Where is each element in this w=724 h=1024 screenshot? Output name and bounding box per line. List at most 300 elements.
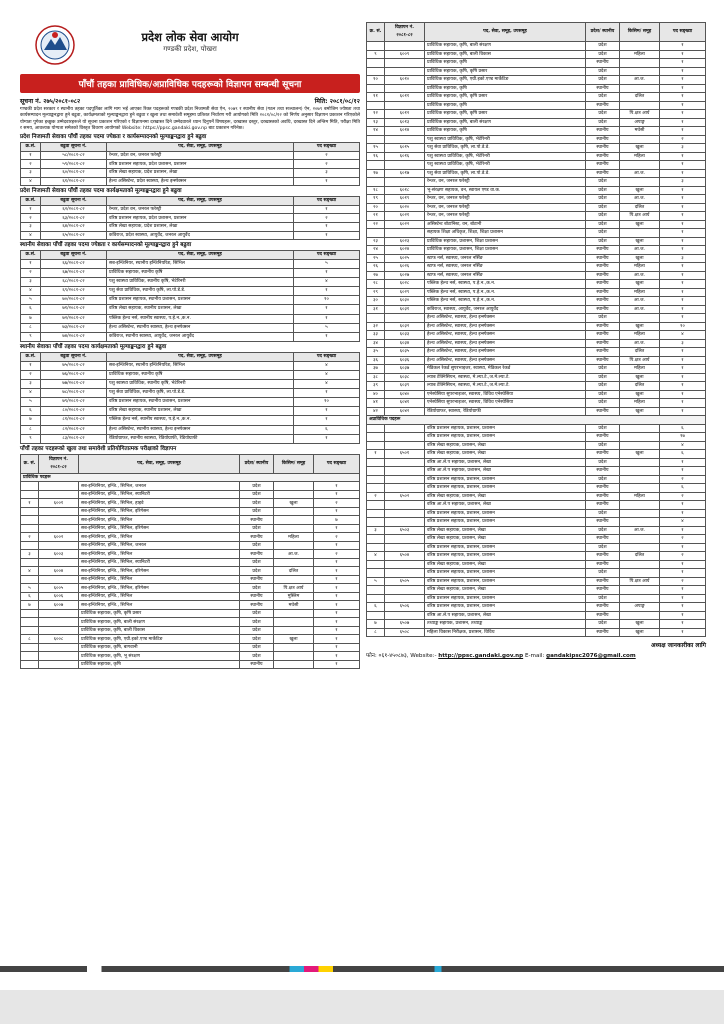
table-row xyxy=(21,550,360,559)
table-row xyxy=(21,618,360,627)
table-row xyxy=(367,594,706,603)
table-cell: पि.क्षत्र आर्य xyxy=(620,212,660,221)
table-cell xyxy=(39,524,79,533)
table-cell: खुला xyxy=(620,237,660,246)
table-cell: प्रदेश xyxy=(586,382,620,391)
table-cell xyxy=(39,482,79,491)
table-cell: २८ xyxy=(367,280,385,289)
table-row xyxy=(367,611,706,620)
table-cell: ७६/२०८१-८२ xyxy=(41,370,107,379)
table-cell: सब-इन्जिनियर, इन्जि., सिभिल, इरिगेसन xyxy=(79,584,240,593)
table-row xyxy=(367,229,706,238)
table-cell: १ xyxy=(660,314,706,323)
table-row xyxy=(367,144,706,153)
table-cell: १ xyxy=(314,575,360,584)
table-row xyxy=(21,151,360,160)
table-cell: १ xyxy=(660,93,706,102)
table-cell xyxy=(274,618,314,627)
table-cell: आ.ज. xyxy=(620,76,660,85)
table-row xyxy=(21,490,360,499)
table-cell: १ xyxy=(660,110,706,119)
table-cell: प्राविधिक सहायक, कृषि, बाली संरक्षण xyxy=(425,118,586,127)
table-cell: रेन्जर, प्रदेश वन, जनरल फरेस्ट्री xyxy=(107,205,294,214)
table-cell: १ xyxy=(660,501,706,510)
table-row xyxy=(21,370,360,379)
table-cell: स्थानीय xyxy=(586,467,620,476)
table-row xyxy=(367,67,706,76)
notice-sheet xyxy=(20,22,706,957)
table-cell: एनेस्थेसिया सुपरभाइजर, स्वास्थ्य, विविध एनेस्थेसिया xyxy=(425,390,586,399)
table-cell: ६०/२०८१-८२ xyxy=(41,168,107,177)
table-4 xyxy=(20,352,360,444)
table-cell: स्थानीय xyxy=(586,535,620,544)
table-row xyxy=(367,331,706,340)
table-cell: प्रदेश xyxy=(586,212,620,221)
table-cell: ६०३८ xyxy=(385,373,425,382)
table-cell: २ xyxy=(21,160,41,169)
table-cell: १ xyxy=(21,205,41,214)
table-cell: असिस्टेन्ट बोटानिस्ट, वन, बोटानी xyxy=(425,220,586,229)
table-cell xyxy=(385,543,425,552)
table-row xyxy=(21,499,360,508)
table-cell xyxy=(21,609,39,618)
table-cell: ३ xyxy=(367,526,385,535)
table-1 xyxy=(20,142,360,186)
table-row xyxy=(367,441,706,450)
table-cell: स्थानीय xyxy=(586,628,620,637)
table-row xyxy=(21,567,360,576)
table-cell: खुला xyxy=(620,620,660,629)
table-row xyxy=(367,135,706,144)
table-row xyxy=(367,101,706,110)
table-cell: आ.ज. xyxy=(620,297,660,306)
table-cell xyxy=(39,490,79,499)
table-cell: पशु सेवा प्राविधिक, स्थानीय कृषि, ला.पो.डे.डे. xyxy=(107,389,294,398)
table-2 xyxy=(20,196,360,240)
table-cell: ६०२८ xyxy=(385,280,425,289)
table-cell: वरिष्ठ प्रशासन सहायक, प्रशासन, प्रशासन xyxy=(425,509,586,518)
table-cell: २ xyxy=(660,475,706,484)
table-cell: प्रदेश xyxy=(586,399,620,408)
table-cell: १ xyxy=(660,152,706,161)
table-row xyxy=(21,601,360,610)
table-cell: ६३/२०८१-८२ xyxy=(41,214,107,223)
table-cell: ६००२ xyxy=(39,533,79,542)
table-row xyxy=(367,603,706,612)
table-cell xyxy=(385,229,425,238)
table-cell xyxy=(620,441,660,450)
table-cell: ६०३३ xyxy=(385,331,425,340)
table-cell: २९ xyxy=(367,288,385,297)
table-cell: सब-इन्जिनियर, स्थानीय इन्जिनियरिङ, सिभिल xyxy=(107,361,294,370)
table-cell xyxy=(385,569,425,578)
table-cell: ६ xyxy=(294,425,360,434)
table-cell: १ xyxy=(294,434,360,443)
table-row xyxy=(367,178,706,187)
table-cell: ३५ xyxy=(367,348,385,357)
table-row xyxy=(367,186,706,195)
table-cell: ७४/२०८१-८२ xyxy=(41,332,107,341)
table-cell: महिला xyxy=(620,288,660,297)
table-cell: १४ xyxy=(367,127,385,136)
table-cell: १ xyxy=(660,203,706,212)
table-cell: प्राविधिक सहायक, कृषि, कृषि प्रसार xyxy=(79,609,240,618)
table-cell xyxy=(620,229,660,238)
table-cell: कविराज, प्रदेश स्वास्थ्य, आयुर्वेद, जनरल आयुर्वेद xyxy=(107,231,294,240)
table-cell: १ xyxy=(314,558,360,567)
table-cell: ४ xyxy=(660,518,706,527)
table-row xyxy=(367,467,706,476)
table-cell: प्रदेश xyxy=(240,524,274,533)
table-cell: १ xyxy=(660,42,706,51)
subhead-label: प्राविधिक पदहरू xyxy=(21,473,360,482)
table-cell: १ xyxy=(660,390,706,399)
table-cell: ६०२७ xyxy=(385,271,425,280)
table-cell xyxy=(274,541,314,550)
table-cell: १० xyxy=(367,76,385,85)
table-cell: प्रदेश xyxy=(586,594,620,603)
table-cell: प्रदेश xyxy=(240,652,274,661)
column-header: बढुवा सूचना नं. xyxy=(41,143,107,152)
table-cell: प्रदेश xyxy=(586,526,620,535)
table-cell: भू-संरक्षण सहायक, वन, स्वायल एण्ड वा.क. xyxy=(425,186,586,195)
table-cell: १ xyxy=(660,186,706,195)
table-cell: प्राविधिक सहायक, प्रशासन, शिक्षा प्रशासन xyxy=(425,246,586,255)
table-cell: प्राविधिक सहायक, कृषि xyxy=(425,84,586,93)
column-header: पद, सेवा, समूह, उपसमूह xyxy=(79,454,240,473)
table-row xyxy=(367,84,706,93)
table-cell xyxy=(620,611,660,620)
table-cell xyxy=(620,535,660,544)
table-row xyxy=(21,168,360,177)
table-cell: स्थानीय xyxy=(586,144,620,153)
table-row xyxy=(367,339,706,348)
table-cell: वरिष्ठ प्रशासन सहायक, प्रशासन, प्रशासन xyxy=(425,433,586,442)
table-cell: रेन्जर, वन, जनरल फरेस्ट्री xyxy=(425,212,586,221)
table-cell: वरिष्ठ प्रशासन सहायक, प्रशासन, प्रशासन xyxy=(425,577,586,586)
table-cell: २ xyxy=(294,160,360,169)
table-cell: १ xyxy=(660,246,706,255)
table-cell: ७०/२०८१-८२ xyxy=(41,296,107,305)
table-cell: प्रदेश xyxy=(586,441,620,450)
table-cell: प्रदेश xyxy=(586,390,620,399)
table-cell xyxy=(39,652,79,661)
table-row xyxy=(367,356,706,365)
column-header: पद, सेवा, समूह, उपसमूह xyxy=(107,352,294,361)
table-cell: मुस्लिम xyxy=(274,592,314,601)
table-cell: वरिष्ठ प्रशासन सहायक, प्रदेश प्रशासन, प्रशासन xyxy=(107,214,294,223)
table-cell: १ xyxy=(660,526,706,535)
table-cell: १ xyxy=(660,220,706,229)
table-row xyxy=(367,628,706,637)
table-row xyxy=(21,482,360,491)
table-cell: १ xyxy=(314,643,360,652)
table-cell: ८ xyxy=(21,635,39,644)
table-cell: ६ xyxy=(21,305,41,314)
table-cell: अपाङ्ग xyxy=(620,603,660,612)
table-cell: वरिष्ठ लेखा सहायक, प्रशासन, लेखा xyxy=(425,535,586,544)
table-cell: ६०२० xyxy=(385,203,425,212)
table-cell: प्रदेश xyxy=(240,541,274,550)
table-cell: २१ xyxy=(367,212,385,221)
table-cell: वरिष्ठ प्रशासन सहायक, प्रशासन, प्रशासन xyxy=(425,518,586,527)
table-cell: ७५/२०८१-८२ xyxy=(41,361,107,370)
table-cell: १ xyxy=(294,287,360,296)
table-cell: १ xyxy=(660,195,706,204)
table-cell: ६५०५ xyxy=(385,577,425,586)
table-cell: ६०१८ xyxy=(385,186,425,195)
table-cell: खुला xyxy=(620,390,660,399)
column-header: पद, सेवा, समूह, उपसमूह xyxy=(425,23,586,42)
table-cell: १० xyxy=(294,398,360,407)
table-cell: वरिष्ठ लेखा सहायक, प्रशासन, लेखा xyxy=(425,560,586,569)
table-cell: रेडियोग्राफर, स्वास्थ्य, रेडियोग्राफी xyxy=(425,407,586,416)
table-row xyxy=(367,76,706,85)
table-row xyxy=(367,271,706,280)
table-cell xyxy=(367,518,385,527)
table-cell xyxy=(620,178,660,187)
table-cell: १ xyxy=(660,297,706,306)
table-cell: पशु स्वास्थ्य प्राविधिक, स्थानीय कृषि, भेटेरिनरी xyxy=(107,379,294,388)
table-row xyxy=(21,278,360,287)
table-cell: वरिष्ठ प्रशासन सहायक, प्रशासन, प्रशासन xyxy=(425,594,586,603)
table-row xyxy=(21,314,360,323)
table-cell xyxy=(385,467,425,476)
table-cell: ७ xyxy=(314,516,360,525)
table-cell: प्राविधिक सहायक, कृषि, कृषि प्रसार xyxy=(425,67,586,76)
table-cell xyxy=(385,59,425,68)
table-cell: २ xyxy=(21,370,41,379)
table-cell: प्रदेश xyxy=(240,499,274,508)
table-cell: ९ xyxy=(367,50,385,59)
table-cell: खुला xyxy=(620,407,660,416)
table-cell: १ xyxy=(660,348,706,357)
table-row xyxy=(21,524,360,533)
table-cell xyxy=(274,652,314,661)
website-link[interactable]: http://ppsc.gandaki.gov.np xyxy=(438,653,524,659)
table-cell: ६०१० xyxy=(385,76,425,85)
table-cell: १ xyxy=(294,314,360,323)
table-row xyxy=(367,297,706,306)
table-cell: ६०१३ xyxy=(385,118,425,127)
table-row xyxy=(21,643,360,652)
table-cell: ७२/२०८१-८२ xyxy=(41,314,107,323)
table-cell xyxy=(385,101,425,110)
table-cell: १ xyxy=(660,50,706,59)
table-cell: प्रदेश xyxy=(586,509,620,518)
table-cell: ७ xyxy=(21,416,41,425)
table-cell: ५९/२०८१-८२ xyxy=(41,160,107,169)
table-cell: १ xyxy=(294,268,360,277)
table-cell: आ.ज. xyxy=(620,339,660,348)
table-row xyxy=(367,110,706,119)
table-cell: ८२/२०८१-८२ xyxy=(41,425,107,434)
table-cell: वरिष्ठ लेखा सहायक, प्रशासन, लेखा xyxy=(425,450,586,459)
table-cell: प्रदेश xyxy=(240,618,274,627)
table-cell: १ xyxy=(660,161,706,170)
commission-title: प्रदेश लोक सेवा आयोग xyxy=(141,30,239,44)
table-cell: प्रदेश xyxy=(586,229,620,238)
table-cell: ६५०८ xyxy=(385,628,425,637)
table-row xyxy=(21,323,360,332)
table-cell: ४ xyxy=(21,177,41,186)
table-cell: ४१ xyxy=(367,399,385,408)
table-cell: स्थानीय xyxy=(586,152,620,161)
table-cell: मेडिकल रेकर्ड सुपरभाइजर, स्वास्थ्य, मेडिकल रेकर्ड xyxy=(425,365,586,374)
table-cell: प्रदेश xyxy=(586,195,620,204)
table-cell: ४ xyxy=(660,331,706,340)
table-cell: ६००४ xyxy=(39,567,79,576)
table-cell: स्थानीय xyxy=(586,305,620,314)
table-cell xyxy=(367,543,385,552)
table-cell: प्रदेश xyxy=(586,569,620,578)
table-cell: १ xyxy=(660,59,706,68)
table-cell: ६०१९ xyxy=(385,195,425,204)
table-row xyxy=(21,222,360,231)
table-cell xyxy=(367,484,385,493)
table-cell xyxy=(385,560,425,569)
table-cell: वरिष्ठ लेखा सहायक, प्रदेश प्रशासन, लेखा xyxy=(107,168,294,177)
table-cell: ५ xyxy=(294,323,360,332)
column-header: क्र.सं. xyxy=(21,352,41,361)
table-row xyxy=(367,577,706,586)
table-cell: प्राविधिक सहायक, कृषि, बागवानी xyxy=(79,643,240,652)
table-cell: सब-इन्जिनियर, इन्जि., सिभिल, हाइवे xyxy=(79,499,240,508)
table-cell: वरिष्ठ प्रशासन सहायक, स्थानीय प्रशासन, प्रशासन xyxy=(107,398,294,407)
table-cell: ६८/२०८१-८२ xyxy=(41,278,107,287)
table-cell: ६०४२ xyxy=(385,407,425,416)
table-row xyxy=(367,424,706,433)
table-cell: पशु स्वास्थ्य प्राविधिक, कृषि, भेटेरिनरी xyxy=(425,161,586,170)
table-cell: प्रदेश xyxy=(586,93,620,102)
table-cell: सब-इन्जिनियर, इन्जि., सिभिल, स्यानिटरी xyxy=(79,490,240,499)
column-header: पद सङ्ख्या xyxy=(294,197,360,206)
table-cell: प्रदेश xyxy=(586,237,620,246)
table-cell xyxy=(367,67,385,76)
table-cell: हेल्थ असिस्टेन्ट, प्रदेश स्वास्थ्य, हेल्थ इन्स्पेक्सन xyxy=(107,177,294,186)
table-row xyxy=(367,560,706,569)
table-cell: ६००१ xyxy=(39,499,79,508)
table-cell: १ xyxy=(660,263,706,272)
email-link[interactable]: gandakipsc2076@gmail.com xyxy=(546,653,636,659)
table-cell xyxy=(274,660,314,669)
table-cell: १ xyxy=(660,67,706,76)
table-cell: १७ xyxy=(367,169,385,178)
table-cell xyxy=(367,501,385,510)
table-cell: रेडियोग्राफर, स्थानीय स्वास्थ्य, रेडियोग्राफी, रेडियोग्राफी xyxy=(107,434,294,443)
table-cell: वरिष्ठ प्रशासन सहायक, प्रशासन, प्रशासन xyxy=(425,569,586,578)
table-cell: १ xyxy=(660,101,706,110)
table-cell: ६०३४ xyxy=(385,339,425,348)
table-cell: ६७/२०८१-८२ xyxy=(41,268,107,277)
table-cell: प्रदेश xyxy=(586,203,620,212)
table-cell: १ xyxy=(660,76,706,85)
table-row xyxy=(367,305,706,314)
table-cell xyxy=(385,135,425,144)
table-cell: वरिष्ठ लेखा सहायक, प्रशासन, लेखा xyxy=(425,526,586,535)
table-cell: स्थानीय xyxy=(586,450,620,459)
notice-banner: पाँचौं तहका प्राविधिक/अप्राविधिक पदहरूको विज्ञापन सम्बन्धी सूचना xyxy=(20,74,360,93)
table-cell: १९ xyxy=(367,195,385,204)
table-cell xyxy=(385,314,425,323)
table-cell: ४ xyxy=(21,231,41,240)
table-cell: स्थानीय xyxy=(586,501,620,510)
table-row xyxy=(21,389,360,398)
column-header: क्र.सं. xyxy=(21,251,41,260)
table-cell: आ.ज. xyxy=(620,305,660,314)
table-cell: ४ xyxy=(21,567,39,576)
table-cell xyxy=(367,458,385,467)
table-cell: दलित xyxy=(620,382,660,391)
table-cell: प्रदेश xyxy=(240,490,274,499)
table-cell xyxy=(385,594,425,603)
table-cell: प्रदेश xyxy=(586,220,620,229)
table-cell xyxy=(39,507,79,516)
table-cell: खुला xyxy=(620,322,660,331)
table-cell: स्थानीय xyxy=(586,407,620,416)
table-cell: आ.ज. xyxy=(620,246,660,255)
table-cell: पब्लिक हेल्थ नर्स, स्वास्थ्य, प.हे.न.,क.न. xyxy=(425,288,586,297)
table-cell: स्थानीय xyxy=(586,611,620,620)
table-cell: हेल्थ असिस्टेन्ट, स्वास्थ्य, हेल्थ इन्स्पेक्सन xyxy=(425,339,586,348)
table-cell: वरिष्ठ प्रशासन सहायक, प्रशासन, प्रशासन xyxy=(425,424,586,433)
table-cell: ल्याब टेक्निसियन, स्वास्थ्य, मे.ल्या.टे.,ज.मे.ल्या.टे. xyxy=(425,373,586,382)
table-cell: सब-इन्जिनियर, इन्जि., सिभिल, इरिगेसन xyxy=(79,524,240,533)
table-row xyxy=(367,127,706,136)
table-cell xyxy=(385,67,425,76)
table-cell xyxy=(385,84,425,93)
page-bottom-strip xyxy=(0,990,724,1024)
table-cell: सब-इन्जिनियर, इन्जि., सिभिल xyxy=(79,592,240,601)
table-cell: २ xyxy=(314,499,360,508)
table-cell: ६ xyxy=(660,450,706,459)
table-row xyxy=(367,203,706,212)
table-row xyxy=(367,152,706,161)
table-row xyxy=(21,160,360,169)
table-header-row xyxy=(21,251,360,260)
table-cell: प्राविधिक सहायक, कृषि xyxy=(425,59,586,68)
table-row xyxy=(367,365,706,374)
table-cell: हेल्थ असिस्टेन्ट, स्वास्थ्य, हेल्थ इन्स्पेक्सन xyxy=(425,356,586,365)
table-cell: ६०२५ xyxy=(385,254,425,263)
table-cell: स्थानीय xyxy=(586,288,620,297)
table-cell: १ xyxy=(294,416,360,425)
table-cell: खुला xyxy=(274,499,314,508)
table-cell: स्थानीय xyxy=(586,339,620,348)
table-cell xyxy=(367,509,385,518)
column-header: किसिम/ समूह xyxy=(274,454,314,473)
table-cell: महिला xyxy=(620,365,660,374)
table-cell xyxy=(620,594,660,603)
table-cell xyxy=(21,558,39,567)
table-subhead-row xyxy=(367,416,706,425)
table-row xyxy=(367,161,706,170)
table-cell xyxy=(385,42,425,51)
table-cell: स्टाफ नर्स, स्वास्थ्य, जनरल नर्सिङ xyxy=(425,254,586,263)
table-cell: पशु स्वास्थ्य प्राविधिक, कृषि, भेटेरिनरी xyxy=(425,152,586,161)
table-cell: स्थानीय xyxy=(586,586,620,595)
table-cell: ८०/२०८१-८२ xyxy=(41,407,107,416)
table-cell xyxy=(274,482,314,491)
table-cell: २ xyxy=(660,552,706,561)
table-row xyxy=(21,214,360,223)
table-cell: स्थानीय xyxy=(586,577,620,586)
table-cell xyxy=(620,424,660,433)
table-cell: ८ xyxy=(21,425,41,434)
table-cell: स्थानीय xyxy=(240,550,274,559)
table-cell: पशु सेवा प्राविधिक, कृषि, ला.पो.डे.डे. xyxy=(425,144,586,153)
table-cell: ६५०२ xyxy=(385,492,425,501)
